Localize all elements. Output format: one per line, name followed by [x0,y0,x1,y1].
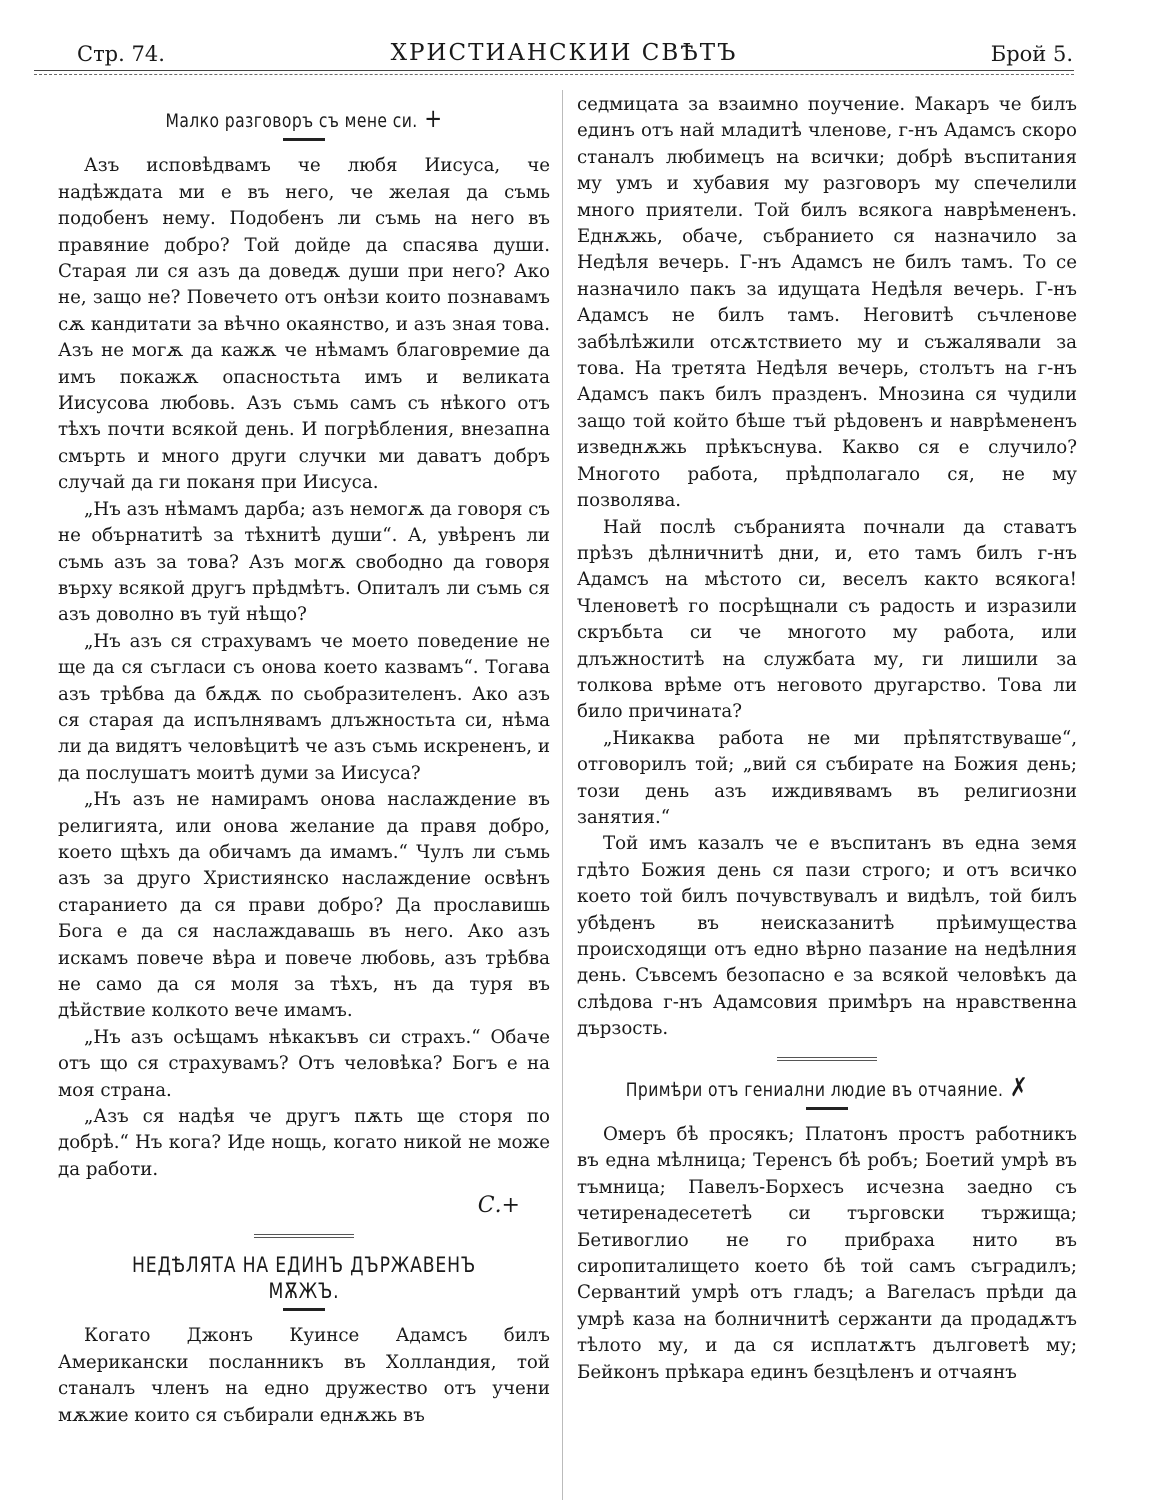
section-divider [254,1234,354,1238]
article1-paragraph: „Нъ азъ осѣщамъ нѣкакъвъ си страхъ.“ Обаче отъ що ся страхувамъ? Отъ человѣка? Богъ е на моя страна. [58,1026,550,1101]
article1-title: Малко разговоръ съ мене си. + [165,104,443,134]
right-column [577,92,1077,1500]
article2-paragraph: Когато Джонъ Куинсе Адамсъ билъ Американски посланникъ въ Холландия, той станалъ членъ на едно дружество отъ учени мѫжие които ся събирали еднѫжь въ [58,1325,550,1426]
left-column [58,92,550,1500]
issue-number: Брой 5. [990,42,1073,66]
article1-signature: С.+ [477,1193,520,1219]
article2-paragraph: „Никаква работа не ми прѣпятствуваше“, отговорилъ той; „вий ся събирате на Божия день; този день азъ иждивявамъ въ религиозни занятия.“ [577,727,1077,828]
cross-mark-icon: ✗ [1009,1072,1029,1103]
cross-mark-icon: + [424,104,443,134]
journal-title: ХРИСТИАНСКИИ СВѢТЪ [390,40,738,66]
article1-paragraph: „Нъ азъ не намирамъ онова наслаждение въ религията, или онова желание да правя добро, което щѣхъ да обичамъ да имамъ.“ Чулъ ли съмь азъ за друго Християнско наслаждение освѣнъ старанието да ся прави добро? Да прославишь Бога е да ся наслаждавашь въ него. Ако азъ искамъ повече вѣра и повече любовь, азъ трѣбва не само да ся моля за тѣхъ, нъ да туря въ дѣйствие колкото вече имамъ. [58,789,550,1022]
page-number: Стр. 74. [77,42,165,66]
title-underline [806,1107,848,1110]
title-underline [283,138,325,141]
article2-paragraph: седмицата за взаимно поучение. Макаръ че билъ единъ отъ най младитѣ членове, г-нъ Адамсъ скоро станалъ любимецъ на всички; добрѣ въспитания му умъ и хубавия му разговоръ му спечелили много приятели. Той билъ всякога наврѣмененъ. Еднѫжь, обаче, събранието ся назначило за Недѣля вечерь. Г-нъ Адамсъ не билъ тамъ. То се назначило пакъ за идущата Недѣля вечерь. Г-нъ Адамсъ не билъ тамъ. Неговитѣ съчленове забѣлѣжили отсѫтствието му и съжалявали за това. На третята Недѣля вечерь, столътъ на г-нъ Адамсъ пакъ билъ празденъ. Мнозина ся чудили защо той който бѣше тъй рѣдовенъ и наврѣмененъ изведнѫжь прѣкъснува. Какво ся е случило? Многото работа, прѣдполагало ся, не му позволява. [577,94,1077,512]
article2-paragraph: Най послѣ събранията почнали да ставатъ прѣзъ дѣлничнитѣ дни, и, ето тамъ билъ г-нъ Адамсъ на мѣстото си, веселъ както всякога! Членоветѣ го посрѣщнали съ радость и изразили скръбьта си че многото му работа, или длъжноститѣ на службата му, ги лишили за толкова врѣме отъ неговото другарство. Това ли било причината? [577,516,1077,723]
column-separator [562,90,563,1500]
article3-title: Примѣри отъ гениални людие въ отчаяние. ✗ [625,1072,1029,1103]
header-rule [34,70,1074,71]
page-header [55,38,1073,72]
article3-paragraph: Омеръ бѣ просякъ; Платонъ простъ работникъ въ една мѣлница; Теренсъ бѣ робъ; Боетий умрѣ въ тъмница; Павелъ-Борхесъ исчезна заедно съ четиренадесететѣ си търговски тържища; Бетивоглио не го прибраха нито въ сиропиталището което бѣ той самъ съградилъ; Сервантий умрѣ отъ гладъ; а Вагеласъ прѣди да умрѣ каза на болничнитѣ сержанти да продадѫтъ тѣлото му, и да ся исплатѫтъ дълговетѣ му; Бейконъ прѣкара единъ безцѣленъ и отчаянъ [577,1124,1077,1383]
header-rule-dashed [34,74,1074,75]
article1-paragraph: Азъ исповѣдвамъ че любя Иисуса, че надѣждата ми е въ него, че желая да съмь подобенъ нему. Подобенъ ли съмь на него въ правяние добро? Той дойде да спасява души. Старая ли ся азъ да доведѫ души при него? Ако не, защо не? Повечето отъ онѣзи които познавамъ сѫ кандитати за вѣчно окаянство, и азъ зная това. Азъ не могѫ да кажѫ че нѣмамъ благовремие да имъ покажѫ опасностьта имъ и великата Иисусова любовь. Азъ съмь самъ съ нѣкого отъ тѣхъ почти всякой день. И погрѣбления, внезапна смърть и много други случки ми даватъ добръ случай да ги поканя при Иисуса. [58,155,550,494]
article1-paragraph: „Нъ азъ нѣмамъ дарба; азъ немогѫ да говоря съ не обърнатитѣ за тѣхнитѣ души“. А, увѣренъ ли съмь азъ за това? Азъ могѫ свободно да говоря върху всякой другъ прѣдмѣтъ. Опиталъ ли съмь ся азъ доволно въ туй нѣщо? [58,498,550,626]
article1-paragraph: „Азъ ся надѣя че другъ пѫть ще сторя по добрѣ.“ Нъ кога? Иде нощь, когато никой не може да работи. [58,1106,550,1180]
article2-title: НЕДѢЛЯТА НА ЕДИНЪ ДЪРЖАВЕНЪ МѪЖЪ. [131,1252,477,1304]
article2-paragraph: Той имъ казалъ че е въспитанъ въ една земя гдѣто Божия день ся пази строго; и отъ всичко което той билъ почувствувалъ и видѣлъ, той билъ убѣденъ въ неисказанитѣ прѣимущества происходящи отъ едно вѣрно пазание на недѣлния день. Съвсемъ безопасно е за всякой человѣкъ да слѣдова г-нъ Адамсовия примѣръ на нравственна дързость. [577,833,1077,1040]
section-divider [777,1057,877,1061]
article1-paragraph: „Нъ азъ ся страхувамъ че моето поведение не ще да ся съгласи съ онова което казвамъ“. Тогава азъ трѣбва да бѫдѫ по сьобразителенъ. Ако азъ ся старая да испълнявамъ длъжностьта си, нѣма ли да видятъ человѣцитѣ че азъ съмь искрененъ, и да послушатъ моитѣ думи за Иисуса? [58,630,550,784]
title-underline [283,1308,325,1311]
